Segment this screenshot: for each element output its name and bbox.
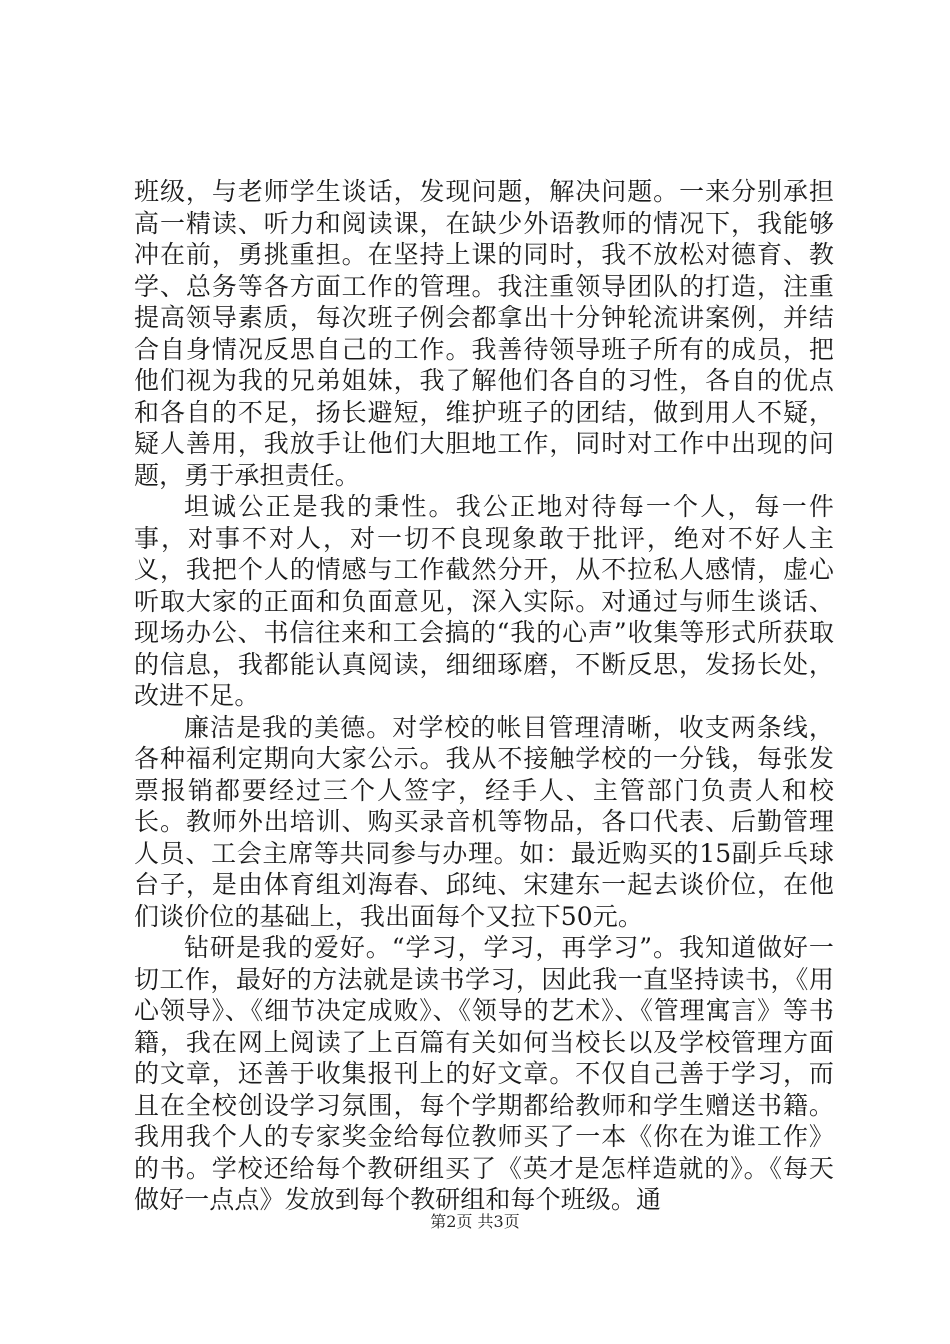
- paragraph-4: 钻研是我的爱好。“学习，学习，再学习”。我知道做好一切工作，最好的方法就是读书学习，因此我一直坚持读书，《用心领导》、《细节决定成败》、《领导的艺术》、《管理寓言》等书籍，我在网上阅读了上百篇有关如何当校长以及学校管理方面的文章，还善于收集报刊上的好文章。不仅自己善于学习，而且在全校创设学习氛围，每个学期都给教师和学生赠送书籍。我用我个人的专家奖金给每位教师买了一本《你在为谁工作》的书。学校还给每个教研组买了《英才是怎样造就的》。《每天做好一点点》发放到每个教研组和每个班级。通: [134, 933, 834, 1214]
- page-footer: 第2页 共3页: [430, 1212, 520, 1231]
- document-body: [134, 176, 834, 1216]
- paragraph-3: 廉洁是我的美德。对学校的帐目管理清晰，收支两条线，各种福利定期向大家公示。我从不接触学校的一分钱，每张发票报销都要经过三个人签字，经手人、主管部门负责人和校长。教师外出培训、购买录音机等物品，各口代表、后勤管理人员、工会主席等共同参与办理。如：最近购买的15副乒乓球台子，是由体育组刘海春、邱纯、宋建东一起去谈价位，在他们谈价位的基础上，我出面每个又拉下50元。: [134, 712, 834, 931]
- paragraph-2: 坦诚公正是我的秉性。我公正地对待每一个人，每一件事，对事不对人，对一切不良现象敢于批评，绝对不好人主义，我把个人的情感与工作截然分开，从不拉私人感情，虚心听取大家的正面和负面意见，深入实际。对通过与师生谈话、现场办公、书信往来和工会搞的“我的心声”收集等形式所获取的信息，我都能认真阅读，细细琢磨，不断反思，发扬长处，改进不足。: [134, 492, 834, 710]
- paragraph-1: 班级，与老师学生谈话，发现问题，解决问题。一来分别承担高一精读、听力和阅读课，在缺少外语教师的情况下，我能够冲在前，勇挑重担。在坚持上课的同时，我不放松对德育、教学、总务等各方面工作的管理。我注重领导团队的打造，注重提高领导素质，每次班子例会都拿出十分钟轮流讲案例，并结合自身情况反思自己的工作。我善待领导班子所有的成员，把他们视为我的兄弟姐妹，我了解他们各自的习性，各自的优点和各自的不足，扬长避短，维护班子的团结，做到用人不疑，疑人善用，我放手让他们大胆地工作，同时对工作中出现的问题，勇于承担责任。: [134, 177, 834, 490]
